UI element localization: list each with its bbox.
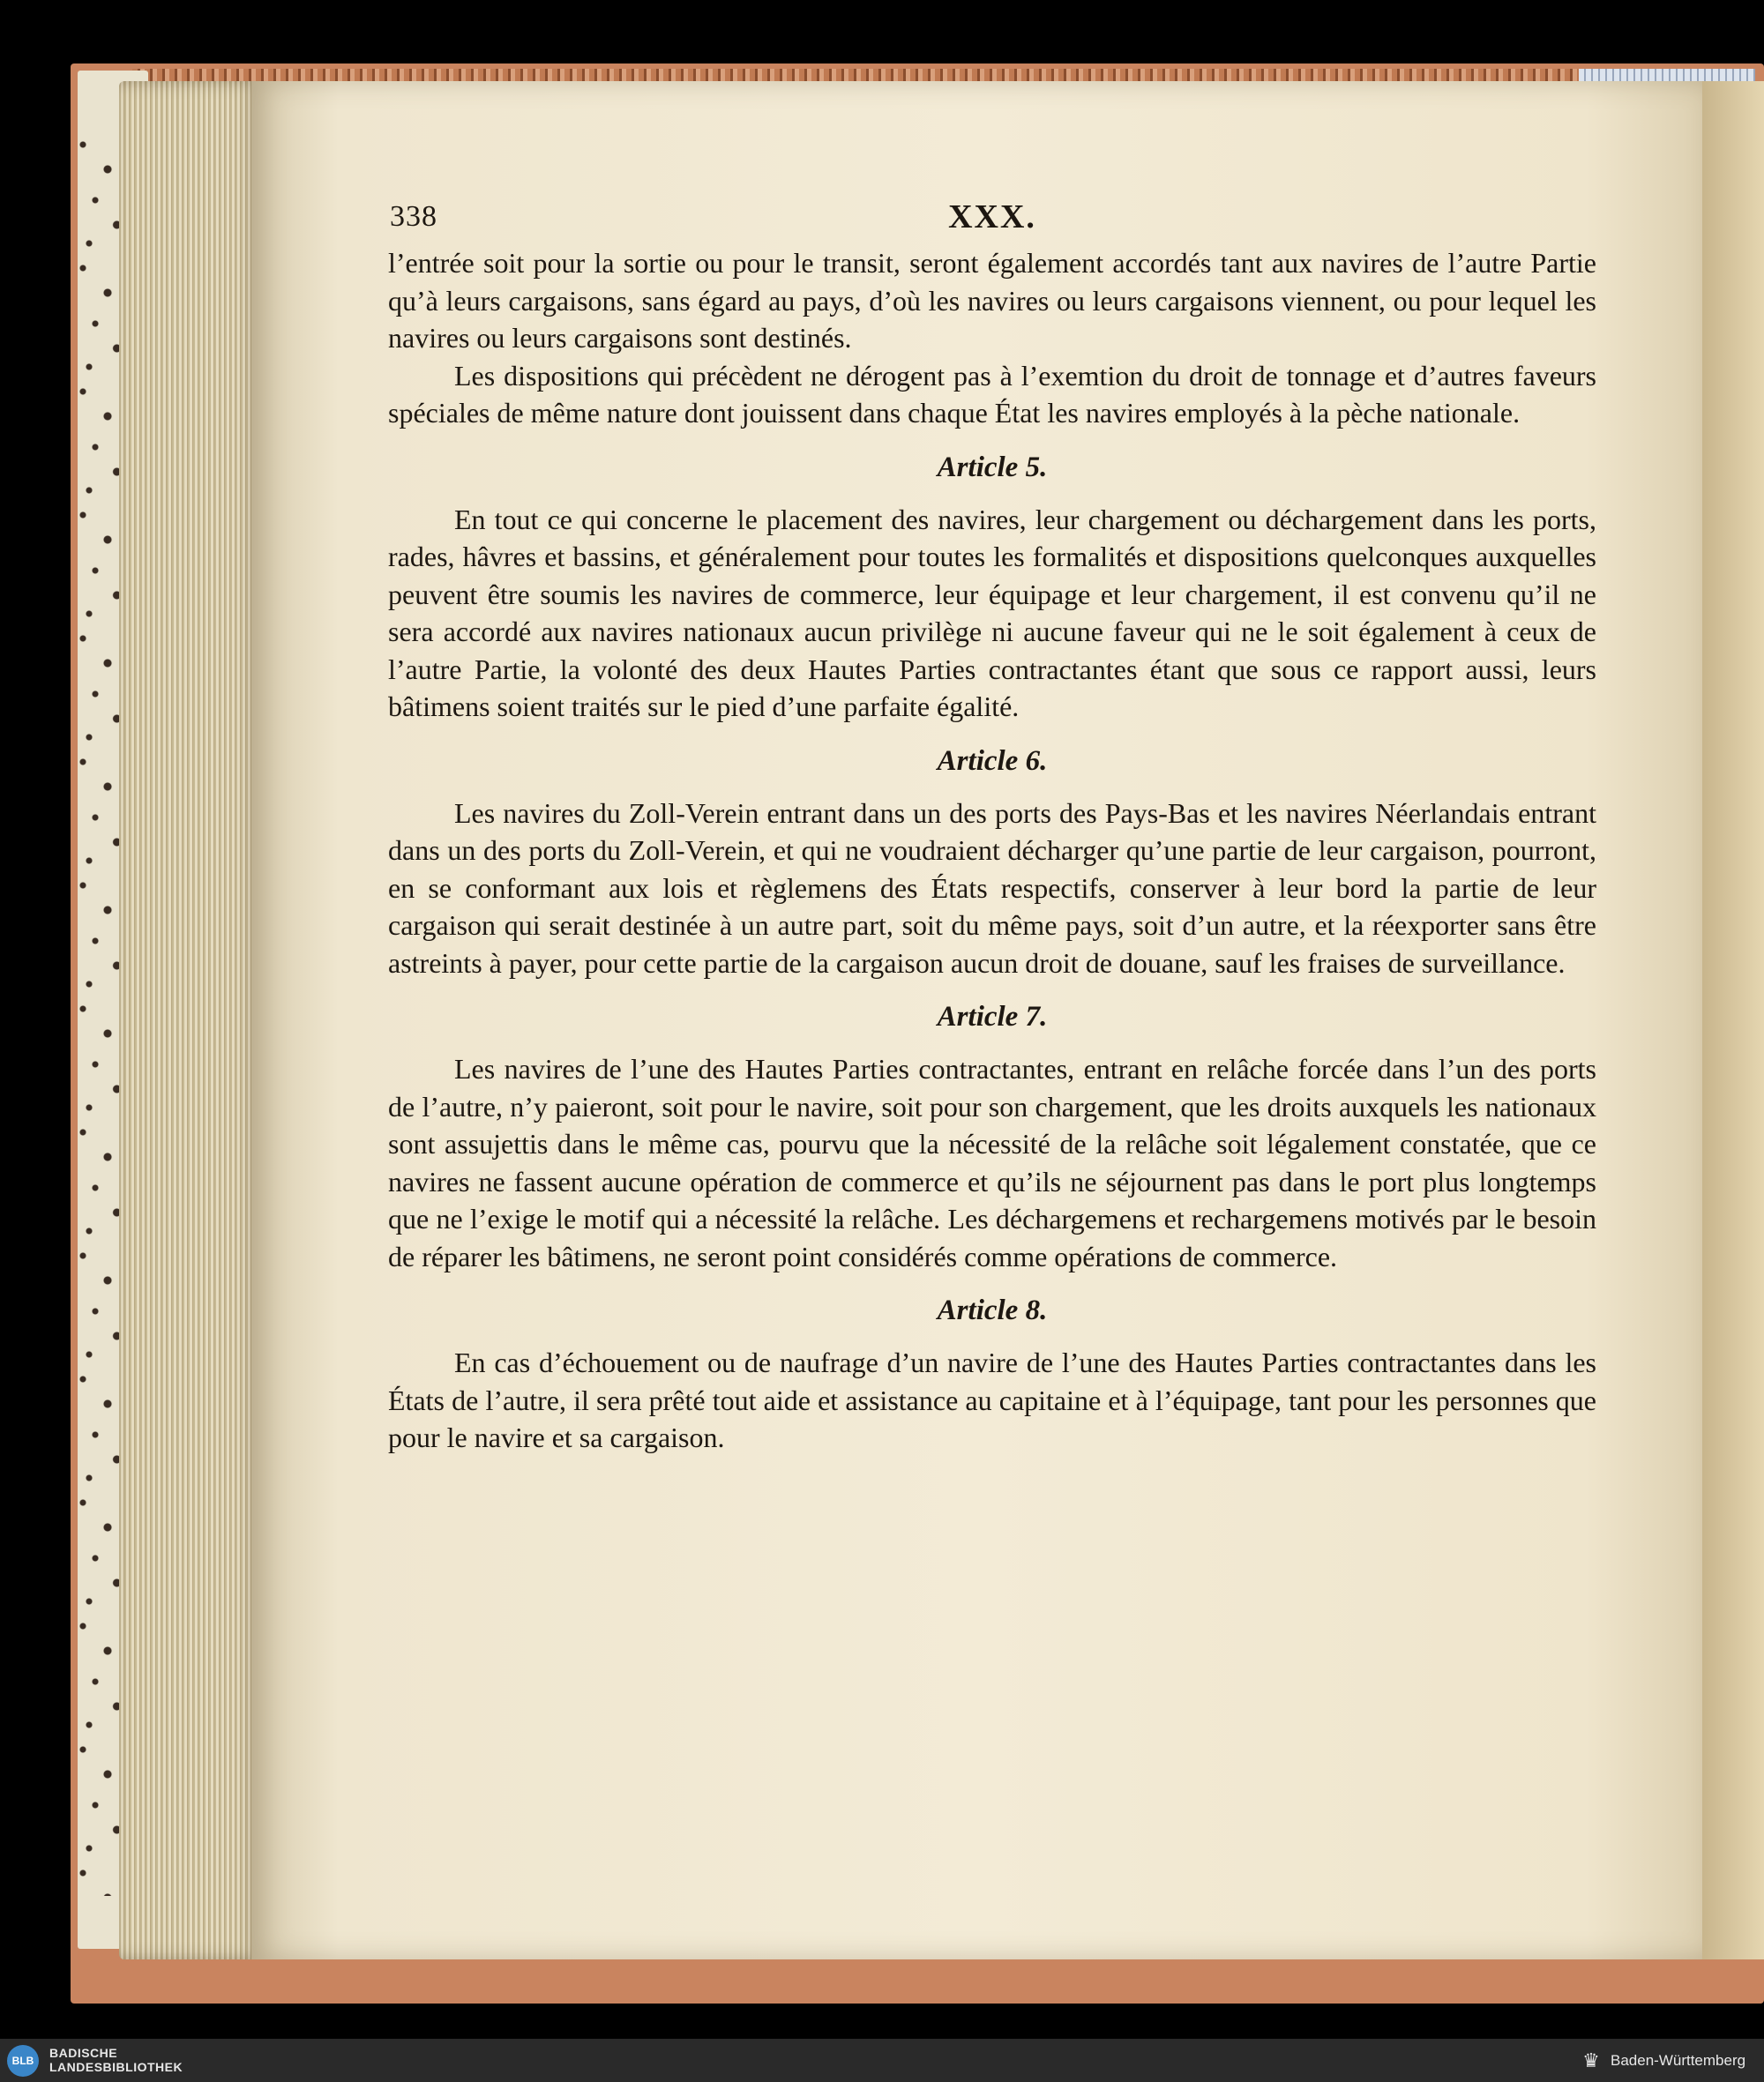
running-head: XXX. bbox=[948, 198, 1036, 235]
library-name-line1: BADISCHE bbox=[49, 2046, 118, 2060]
text-column bbox=[388, 198, 1596, 1457]
paragraph-dispositions: Les dispositions qui précèdent ne dérogent pas à l’exemtion du droit de tonnage et d’autres faveurs spéciales de même nature dont jouissent dans chaque État les navires employés à la pèche nationale. bbox=[388, 359, 1596, 429]
library-name-line2: LANDESBIBLIOTHEK bbox=[49, 2060, 183, 2074]
article-6-heading: Article 6. bbox=[937, 744, 1048, 777]
facing-page-edge bbox=[1702, 81, 1764, 1959]
footer-bar bbox=[0, 2039, 1764, 2082]
article-7-text: Les navires de l’une des Hautes Parties contractantes, entrant en relâche forcée dans l’un des ports de l’autre, n’y paieront, soit pour le navire, soit pour son chargement, que les droits auxquels les nationaux sont assujettis dans le même cas, pourvu que la nécessité de la relâche soit légalement constatée, que ce navires ne fassent aucune opération de commerce et qu’ils ne séjournent pas dans le port plus longtemps que ne l’exige le motif qui a nécessité la relâche. Les déchargemens et rechargemens motivés par le besoin de réparer les bâtimens, ne seront point considérés comme opérations de commerce. bbox=[388, 1053, 1596, 1272]
article-8-heading: Article 8. bbox=[937, 1295, 1048, 1326]
three-lions-crest-icon[interactable]: ♛ bbox=[1582, 2049, 1600, 2071]
article-5-text: En tout ce qui concerne le placement des navires, leur chargement ou déchargement dans les ports, rades, hâvres et bassins, et généralement pour toutes les formalités et dispositions quelconques auxquelles peuvent être soumis les navires de commerce, leur équipage et leur chargement, il est convenu qu’il ne sera accordé aux navires nationaux aucun privilège ni aucune faveur qui ne le soit également à ceux de l’autre Partie, la volonté des deux Hautes Parties contractantes étant que sous ce rapport aussi, leurs bâtimens soient traités sur le pied d’une parfaite égalité. bbox=[388, 503, 1596, 722]
page-number: 338 bbox=[390, 200, 437, 233]
paragraph-continuation: l’entrée soit pour la sortie ou pour le transit, seront également accordés tant aux navires de l’autre Partie qu’à leurs cargaisons, sans égard au pays, d’où les navires ou leurs cargaisons viennent, ou pour lequel les navires ou leurs cargaisons sont destinés. bbox=[388, 247, 1596, 354]
library-name[interactable] bbox=[49, 2046, 183, 2074]
page-edges bbox=[119, 81, 260, 1959]
article-6-text: Les navires du Zoll-Verein entrant dans un des ports des Pays-Bas et les navires Néerlandais entrant dans un des ports du Zoll-Verein, et qui ne voudraient décharger qu’une partie de leur cargaison, pourront, en se conformant aux lois et règlemens des États respectifs, conserver à leur bord la partie de leur cargaison qui serait destinée à un autre part, soit du même pays, soit d’un autre, et la réexporter sans être astreints à payer, pour cette partie de la cargaison aucun droit de douane, sauf les fraises de surveillance. bbox=[388, 796, 1596, 979]
blb-logo-icon[interactable] bbox=[7, 2045, 39, 2077]
state-name[interactable]: Baden-Württemberg bbox=[1611, 2052, 1746, 2069]
page-header bbox=[388, 198, 1596, 241]
blb-logo-text: BLB bbox=[11, 2055, 34, 2067]
article-7-heading: Article 7. bbox=[937, 1001, 1048, 1033]
article-5-heading: Article 5. bbox=[937, 451, 1048, 483]
article-8-text: En cas d’échouement ou de naufrage d’un navire de l’une des Hautes Parties contractantes dans les États de l’autre, il sera prêté tout aide et assistance au capitaine et à l’équipage, tant pour les personnes que pour le navire et sa cargaison. bbox=[388, 1347, 1596, 1453]
